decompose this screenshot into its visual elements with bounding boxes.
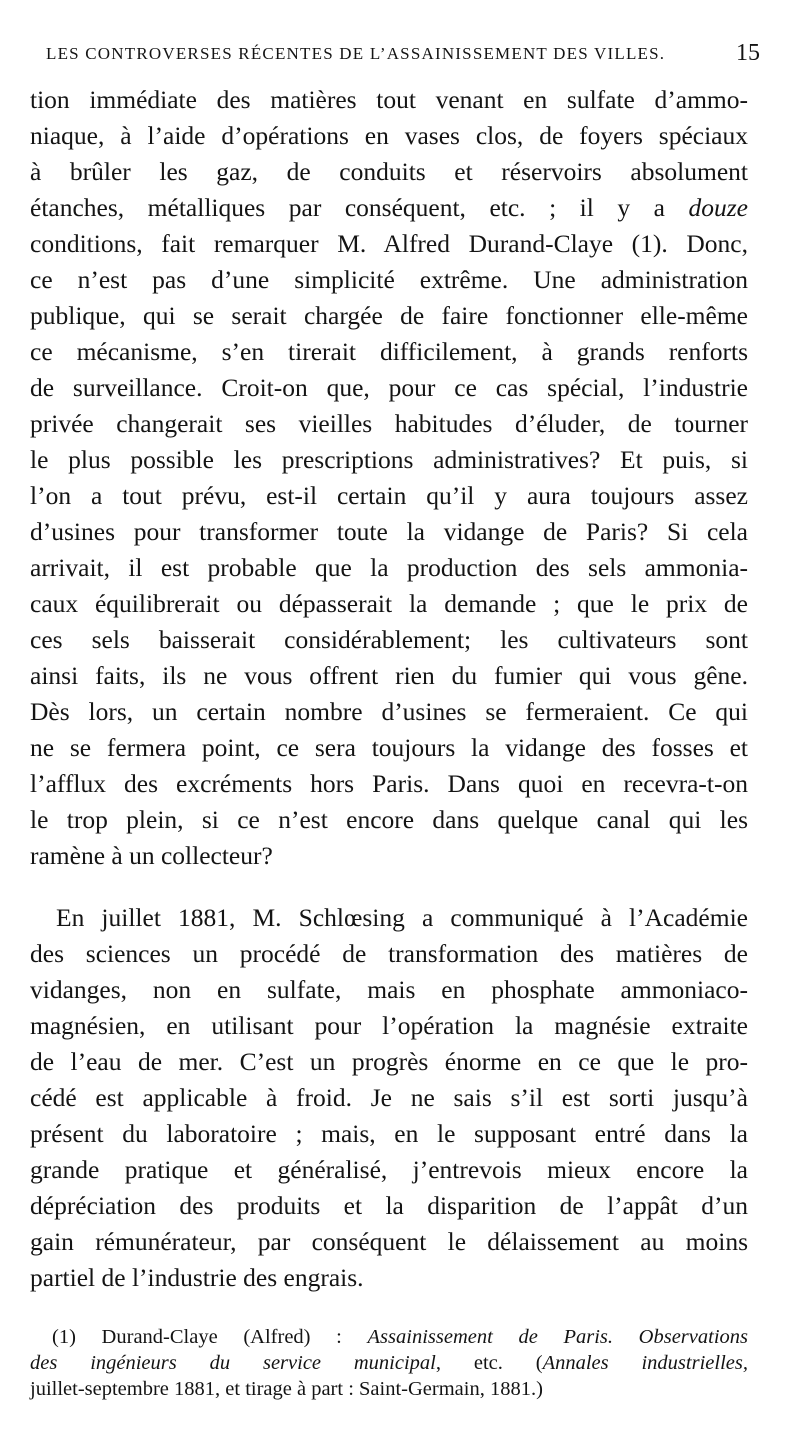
footnote-line: [52, 1324, 748, 1350]
footnote-marker-text: (1) Durand-Claye (Alfred) :: [52, 1326, 368, 1348]
page-number: 15: [736, 40, 760, 66]
text-line: caux équilibrerait ou dépasserait la demande ; que le prix de: [30, 589, 748, 618]
text-line: ainsi faits, ils ne vous offrent rien du fumier qui vous gêne.: [30, 661, 748, 690]
text-line: l’afflux des excréments hors Paris. Dans quoi en recevra-t-on: [30, 769, 748, 798]
text-line: présent du laboratoire ; mais, en le supposant entré dans la: [30, 1119, 748, 1148]
text-line: En juillet 1881, M. Schlœsing a communiqué à l’Académie: [56, 903, 748, 932]
text-line: le plus possible les prescriptions administratives? Et puis, si: [30, 445, 748, 474]
text-line: dépréciation des produits et la disparition de l’appât d’un: [30, 1191, 748, 1220]
text-line: Dès lors, un certain nombre d’usines se fermeraient. Ce qui: [30, 697, 748, 726]
text-line: tion immédiate des matières tout venant en sulfate d’ammo-: [30, 85, 748, 114]
text-line: ces sels baisserait considérablement; les cultivateurs sont: [30, 625, 748, 654]
footnote-italic: des ingénieurs du service municipal: [30, 1352, 436, 1374]
text-line: d’usines pour transformer toute la vidange de Paris? Si cela: [30, 517, 748, 546]
text-line: partiel de l’industrie des engrais.: [30, 1263, 364, 1292]
footnote-italic: Annales industrielles,: [542, 1352, 748, 1374]
text-line: de l’eau de mer. C’est un progrès énorme en ce que le pro-: [30, 1047, 748, 1076]
text-line: grande pratique et généralisé, j’entrevois mieux encore la: [30, 1155, 748, 1184]
page-header: [46, 40, 760, 70]
text-line: gain rémunérateur, par conséquent le délaissement au moins: [30, 1227, 748, 1256]
text-line: arrivait, il est probable que la production des sels ammonia-: [30, 553, 748, 582]
text-line: le trop plein, si ce n’est encore dans quelque canal qui les: [30, 805, 748, 834]
text-line: conditions, fait remarquer M. Alfred Durand-Claye (1). Donc,: [30, 229, 748, 258]
text-line: à brûler les gaz, de conduits et réservoirs absolument: [30, 157, 748, 186]
text-line: ne se fermera point, ce sera toujours la vidange des fosses et: [30, 733, 748, 762]
footnote-text: , etc. (: [435, 1352, 543, 1374]
text-line: des sciences un procédé de transformation des matières de: [30, 939, 748, 968]
running-title: LES CONTROVERSES RÉCENTES DE L’ASSAINISSEMENT DES VILLES.: [46, 44, 666, 63]
footnote-line: juillet-septembre 1881, et tirage à part : Saint-Germain, 1881.): [30, 1378, 543, 1400]
text-line: l’on a tout prévu, est-il certain qu’il y aura toujours assez: [30, 481, 748, 510]
text-line: privée changerait ses vieilles habitudes d’éluder, de tourner: [30, 409, 748, 438]
text-line: de surveillance. Croit-on que, pour ce cas spécial, l’industrie: [30, 373, 748, 402]
text-segment: étanches, métalliques par conséquent, etc. ; il y a: [30, 193, 689, 222]
text-line: ce n’est pas d’une simplicité extrême. Une administration: [30, 265, 748, 294]
footnote-line: [30, 1350, 748, 1376]
text-line: publique, qui se serait chargée de faire fonctionner elle-même: [30, 301, 748, 330]
text-line: vidanges, non en sulfate, mais en phosphate ammoniaco-: [30, 975, 748, 1004]
text-line: [30, 190, 748, 226]
text-line: niaque, à l’aide d’opérations en vases clos, de foyers spéciaux: [30, 121, 748, 150]
text-line: ramène à un collecteur?: [30, 841, 273, 870]
text-line: cédé est applicable à froid. Je ne sais s’il est sorti jusqu’à: [30, 1083, 748, 1112]
text-line: ce mécanisme, s’en tirerait difficilement, à grands renforts: [30, 337, 748, 366]
footnote-italic: Assainissement de Paris. Observations: [367, 1326, 748, 1348]
text-line: magnésien, en utilisant pour l’opération la magnésie extraite: [30, 1011, 748, 1040]
italic-word: douze: [688, 193, 748, 222]
